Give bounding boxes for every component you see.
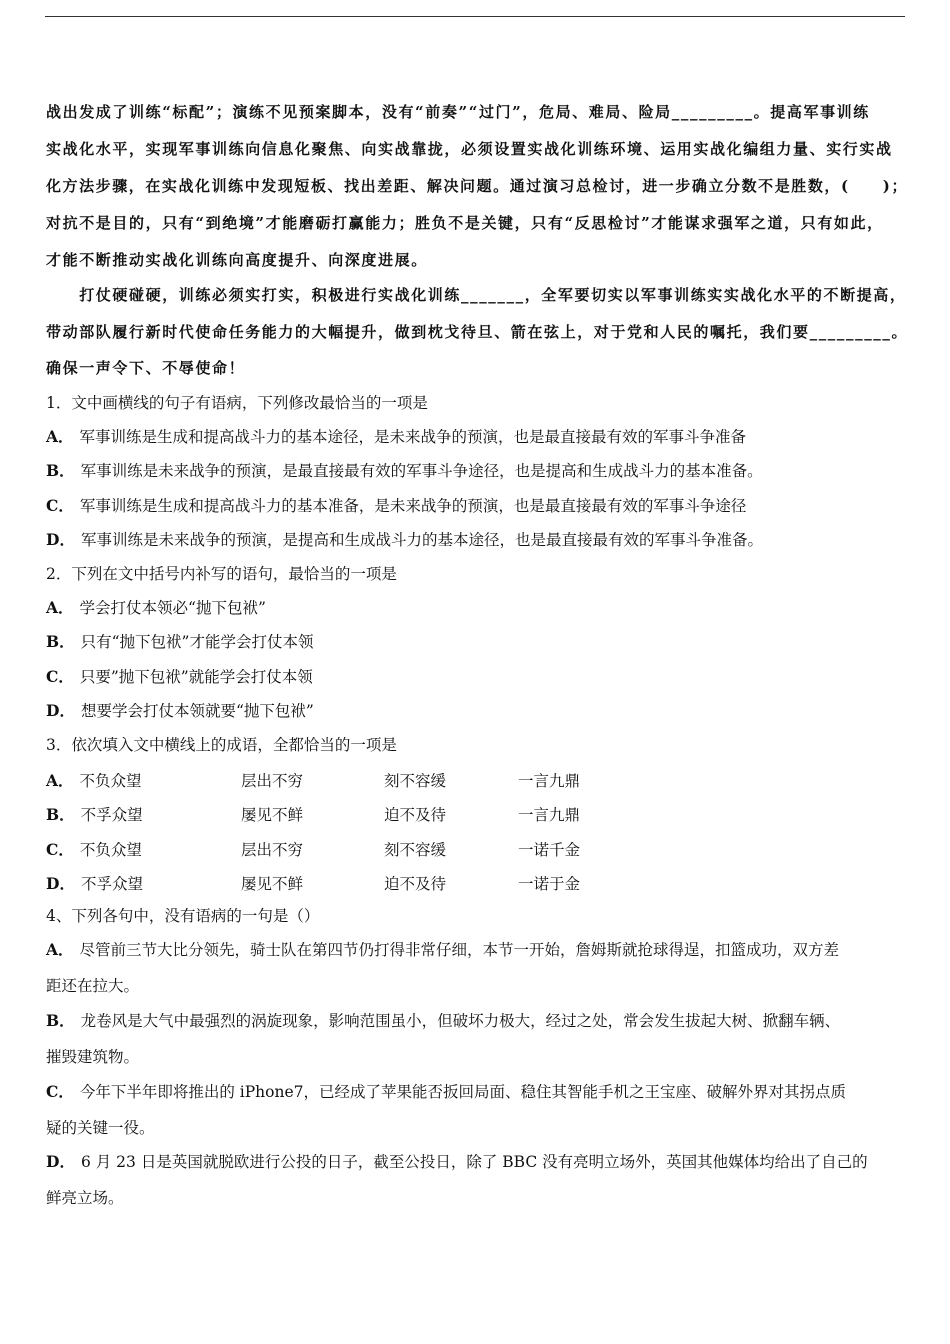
option-item: 一言九鼎 bbox=[518, 772, 581, 790]
option-continuation: 鲜亮立场。 bbox=[46, 1189, 124, 1207]
option-item: 层出不穷 bbox=[241, 841, 304, 859]
option bbox=[46, 496, 746, 516]
option-label: B． bbox=[46, 805, 75, 824]
option bbox=[46, 530, 763, 550]
option bbox=[46, 632, 313, 652]
option-label: A． bbox=[46, 771, 74, 790]
option-item: 层出不穷 bbox=[241, 772, 304, 790]
option bbox=[46, 1152, 868, 1172]
option-text: 军事训练是生成和提高战斗力的基本途径，是未来战争的预演，也是最直接最有效的军事斗争准备 bbox=[79, 428, 747, 446]
option bbox=[46, 461, 763, 481]
option-label: C． bbox=[46, 667, 74, 686]
option-item bbox=[46, 769, 142, 791]
option-text: 不孚众望 bbox=[80, 875, 143, 893]
option-label: B． bbox=[46, 632, 75, 651]
option-text: 只要”抛下包袱”就能学会打仗本领 bbox=[79, 668, 313, 686]
question-stem: 1．文中画横线的句子有语病，下列修改最恰当的一项是 bbox=[46, 394, 428, 412]
option-text: 军事训练是生成和提高战斗力的基本准备，是未来战争的预演，也是最直接最有效的军事斗争途径 bbox=[79, 497, 747, 515]
option-text: 军事训练是未来战争的预演，是提高和生成战斗力的基本途径，也是最直接最有效的军事斗争准备。 bbox=[80, 531, 763, 549]
option-continuation: 距还在拉大。 bbox=[46, 977, 140, 995]
option-continuation: 疑的关键一役。 bbox=[46, 1119, 155, 1137]
header-rule bbox=[45, 16, 905, 17]
option-text: 尽管前三节大比分领先，骑士队在第四节仍打得非常仔细，本节一开始，詹姆斯就抢球得逞，扣篮成功，双方差 bbox=[79, 941, 840, 959]
option bbox=[46, 427, 746, 447]
passage-line: 化方法步骤，在实战化训练中发现短板、找出差距、解决问题。通过演习总检讨，进一步确立分数不是胜数，( )； bbox=[46, 177, 909, 195]
option-label: A． bbox=[46, 940, 74, 959]
option-item: 迫不及待 bbox=[384, 875, 447, 893]
passage-line: 实战化水平，实现军事训练向信息化聚焦、向实战靠拢，必须设置实战化训练环境、运用实战化编组力量、实行实战 bbox=[46, 140, 893, 158]
option-text: 学会打仗本领必“抛下包袱” bbox=[79, 599, 266, 617]
option-label: A． bbox=[46, 598, 74, 617]
passage-line: 才能不断推动实战化训练向高度提升、向深度进展。 bbox=[46, 251, 428, 269]
option-label: C． bbox=[46, 496, 74, 515]
option-text: 只有“抛下包袱”才能学会打仗本领 bbox=[80, 633, 314, 651]
option-label: D． bbox=[46, 530, 75, 549]
option bbox=[46, 667, 313, 687]
passage-line: 带动部队履行新时代使命任务能力的大幅提升，做到枕戈待旦、箭在弦上，对于党和人民的嘱托，我们要_________。 bbox=[46, 323, 909, 341]
option bbox=[46, 940, 839, 960]
option bbox=[46, 1082, 846, 1102]
passage-line: 打仗硬碰硬，训练必须实打实，积极进行实战化训练_______，全军要切实以军事训练实实战化水平的不断提高， bbox=[46, 286, 907, 304]
option-item: 刻不容缓 bbox=[384, 772, 447, 790]
passage-line: 确保一声令下、不辱使命！ bbox=[46, 359, 246, 377]
option-label: C． bbox=[46, 840, 74, 859]
option-label: A． bbox=[46, 427, 74, 446]
option bbox=[46, 701, 314, 721]
passage-line: 战出发成了训练“标配”；演练不见预案脚本，没有“前奏”“过门”，危局、难局、险局_________。提高军事训练 bbox=[46, 103, 870, 121]
option-item: 一诺千金 bbox=[518, 841, 581, 859]
option-item: 一言九鼎 bbox=[518, 806, 581, 824]
option-text: 今年下半年即将推出的 iPhone7，已经成了苹果能否扳回局面、稳住其智能手机之王宝座、破解外界对其拐点质 bbox=[79, 1083, 846, 1101]
option-item bbox=[46, 872, 143, 894]
option-text: 龙卷风是大气中最强烈的涡旋现象，影响范围虽小，但破坏力极大，经过之处，常会发生拔起大树、掀翻车辆、 bbox=[80, 1012, 841, 1030]
option-label: B． bbox=[46, 461, 75, 480]
question-stem: 4、下列各句中，没有语病的一句是（） bbox=[46, 907, 320, 925]
option-item: 屡见不鲜 bbox=[241, 806, 304, 824]
option-label: B． bbox=[46, 1011, 75, 1030]
option-item: 屡见不鲜 bbox=[241, 875, 304, 893]
option bbox=[46, 598, 266, 618]
option-text: 6 月 23 日是英国就脱欧进行公投的日子，截至公投日，除了 BBC 没有亮明立场外，英国其他媒体均给出了自己的 bbox=[80, 1153, 868, 1171]
option-item: 一诺于金 bbox=[518, 875, 581, 893]
option-label: C． bbox=[46, 1082, 74, 1101]
option-text: 想要学会打仗本领就要“抛下包袱” bbox=[80, 702, 314, 720]
option-text: 不负众望 bbox=[79, 772, 142, 790]
option-text: 不孚众望 bbox=[80, 806, 143, 824]
option-item bbox=[46, 838, 142, 860]
option-continuation: 摧毁建筑物。 bbox=[46, 1048, 140, 1066]
option-label: D． bbox=[46, 1152, 75, 1171]
option-text: 军事训练是未来战争的预演，是最直接最有效的军事斗争途径，也是提高和生成战斗力的基本准备。 bbox=[80, 462, 763, 480]
question-stem: 3．依次填入文中横线上的成语，全都恰当的一项是 bbox=[46, 736, 397, 754]
option-label: D． bbox=[46, 874, 75, 893]
option bbox=[46, 1011, 840, 1031]
option-text: 不负众望 bbox=[79, 841, 142, 859]
option-item bbox=[46, 803, 143, 825]
option-item: 刻不容缓 bbox=[384, 841, 447, 859]
option-item: 迫不及待 bbox=[384, 806, 447, 824]
option-label: D． bbox=[46, 701, 75, 720]
passage-line: 对抗不是目的，只有“到绝境”才能磨砺打赢能力；胜负不是关键，只有“反思检讨”才能谋求强军之道，只有如此， bbox=[46, 214, 884, 232]
question-stem: 2．下列在文中括号内补写的语句，最恰当的一项是 bbox=[46, 565, 397, 583]
